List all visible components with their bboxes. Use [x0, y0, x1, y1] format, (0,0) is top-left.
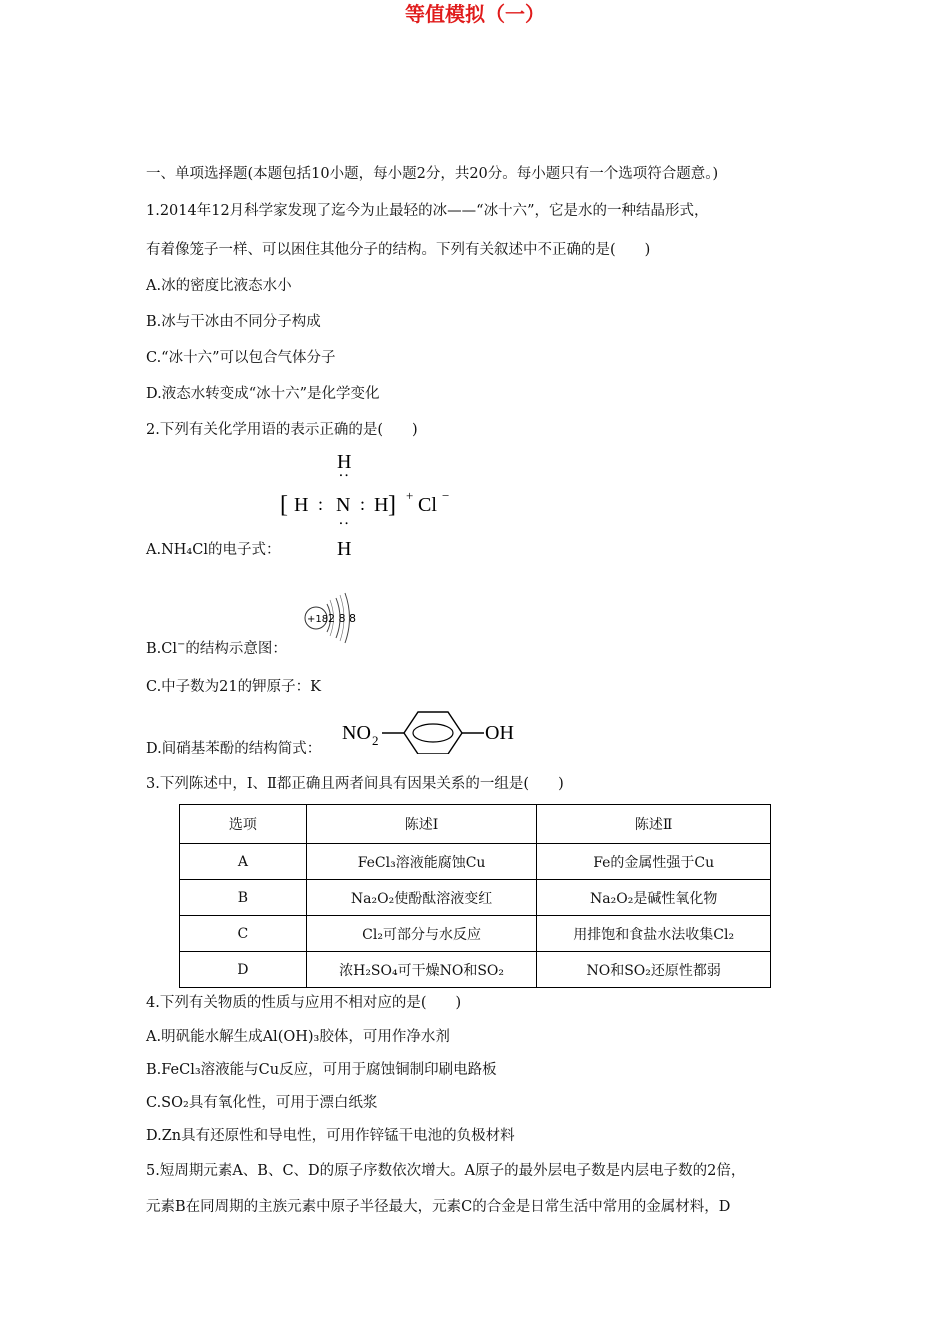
table-row [180, 916, 771, 952]
ef-dots-left: : [318, 494, 324, 514]
q2-option-d: D.间硝基苯酚的结构简式： [146, 741, 322, 757]
table-cell: 浓H₂SO₄可干燥NO和SO₂ [306, 952, 537, 988]
q2-opt-b-suffix: 的结构示意图： [185, 640, 287, 657]
shell-electrons: 2 8 8 [328, 612, 356, 625]
table-cell: Fe的金属性强于Cu [537, 844, 771, 880]
table-cell: Cl₂可部分与水反应 [306, 916, 537, 952]
nh4cl-electron-formula [280, 448, 470, 560]
q5-stem-line2: 元素B在同周期的主族元素中原子半径最大，元素C的合金是日常生活中常用的金属材料，D [146, 1199, 731, 1215]
nucleus-charge: +18 [307, 614, 329, 625]
ef-cl-charge: − [442, 488, 450, 503]
table-cell: B [180, 880, 307, 916]
q4-option-b: B.FeCl₃溶液能与Cu反应，可用于腐蚀铜制印刷电路板 [146, 1062, 497, 1078]
page-title: 等值模拟（一） [405, 2, 545, 26]
nitrophenol-structure [342, 708, 527, 754]
q2-option-b [146, 635, 287, 659]
table-row [180, 952, 771, 988]
q1-stem-line2: 有着像笼子一样、可以困住其他分子的结构。下列有关叙述中不正确的是( ) [146, 242, 651, 258]
q1-stem-line1: 1.2014年12月科学家发现了迄今为止最轻的冰——“冰十六”，它是水的一种结晶形式， [146, 203, 709, 219]
q2-option-c: C.中子数为21的钾原子：K [146, 679, 321, 695]
struct-no2: NO [342, 722, 371, 744]
table-header-cell: 陈述Ⅱ [537, 805, 771, 844]
table-header-cell: 陈述Ⅰ [306, 805, 537, 844]
q1-option-b: B.冰与干冰由不同分子构成 [146, 314, 321, 330]
q3-table [179, 804, 771, 988]
table-row [180, 880, 771, 916]
q2-option-a: A.NH₄Cl的电子式： [146, 542, 281, 558]
table-row [180, 844, 771, 880]
struct-no2-sub: 2 [372, 733, 379, 748]
ef-charge: + [406, 488, 414, 503]
ef-h-bottom: H [337, 538, 352, 560]
ef-h-right: H [374, 494, 389, 516]
q4-stem: 4.下列有关物质的性质与应用不相对应的是( ) [146, 995, 462, 1011]
q2-opt-b-prefix: B.Cl [146, 640, 177, 657]
struct-oh: OH [485, 722, 514, 744]
q1-option-c: C.“冰十六”可以包合气体分子 [146, 350, 336, 366]
table-cell: C [180, 916, 307, 952]
table-cell: NO和SO₂还原性都弱 [537, 952, 771, 988]
q2-opt-b-sup: − [177, 639, 186, 650]
q5-stem-line1: 5.短周期元素A、B、C、D的原子序数依次增大。A原子的最外层电子数是内层电子数的2倍， [146, 1163, 746, 1179]
cl-ion-structure-diagram [300, 588, 364, 646]
ef-h-left: H [294, 494, 309, 516]
q3-stem: 3.下列陈述中，Ⅰ、Ⅱ都正确且两者间具有因果关系的一组是( ) [146, 776, 564, 792]
table-header-cell: 选项 [180, 805, 307, 844]
q1-option-a: A.冰的密度比液态水小 [146, 278, 292, 294]
table-cell: D [180, 952, 307, 988]
section-heading: 一、单项选择题(本题包括10小题，每小题2分，共20分。每小题只有一个选项符合题意。) [146, 166, 719, 182]
ef-dots-right: : [360, 494, 366, 514]
ef-dots-bottom: : [336, 521, 353, 526]
table-cell: Na₂O₂是碱性氧化物 [537, 880, 771, 916]
q2-stem: 2.下列有关化学用语的表示正确的是( ) [146, 422, 418, 438]
ef-n: N [336, 494, 351, 516]
table-cell: A [180, 844, 307, 880]
q4-option-c: C.SO₂具有氧化性，可用于漂白纸浆 [146, 1095, 378, 1111]
table-cell: 用排饱和食盐水法收集Cl₂ [537, 916, 771, 952]
table-header-row [180, 805, 771, 844]
table-cell: FeCl₃溶液能腐蚀Cu [306, 844, 537, 880]
q1-option-d: D.液态水转变成“冰十六”是化学变化 [146, 386, 380, 402]
ef-cl: Cl [418, 494, 437, 516]
ef-h-top: H [337, 451, 352, 473]
ef-bracket-left: [ [280, 492, 288, 518]
q4-option-a: A.明矾能水解生成Al(OH)₃胶体，可用作净水剂 [146, 1029, 450, 1045]
table-cell: Na₂O₂使酚酞溶液变红 [306, 880, 537, 916]
ef-bracket-right: ] [388, 492, 396, 518]
q4-option-d: D.Zn具有还原性和导电性，可用作锌锰干电池的负极材料 [146, 1128, 515, 1144]
ef-dots-top: : [336, 473, 353, 478]
